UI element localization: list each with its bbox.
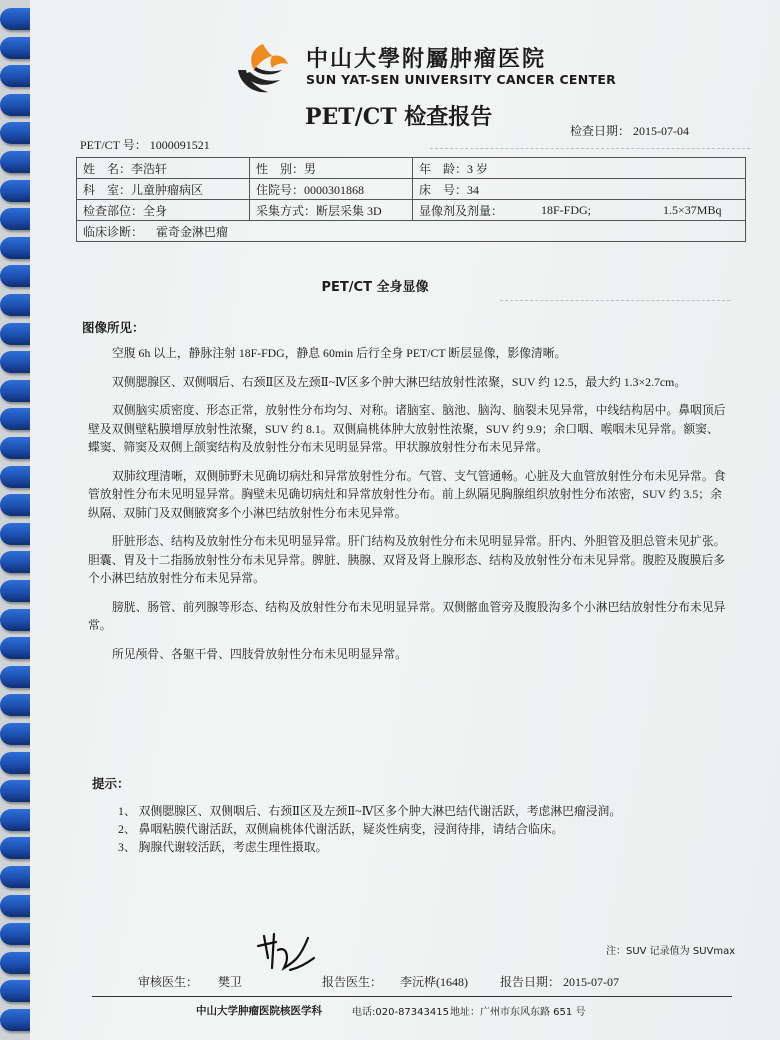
reviewer-label: 审核医生：	[138, 975, 199, 989]
bed-number: 床 号：34	[413, 179, 746, 200]
handwritten-signature	[250, 928, 320, 988]
hospital-name-cn: 中山大學附屬肿瘤医院	[306, 46, 547, 72]
tips-list	[118, 802, 621, 856]
tracer-dose: 1.5×37MBq	[657, 200, 746, 221]
finding-paragraph: 双肺纹理清晰，双侧肺野未见确切病灶和异常放射性分布。气管、支气管通畅。心脏及大血管放射性分布未见异常。食管放射性分布未见明显异常。胸壁未见确切病灶和异常放射性分布。前上纵隔见胸腺组织放射性分布浓密，SUV 约 3.5；余纵隔、双肺门及双侧腋窝多个小淋巴结放射性分布未见异常。	[88, 468, 726, 520]
section-title: PET/CT 全身显像	[321, 280, 429, 295]
reviewer-name: 樊卫	[218, 975, 243, 989]
report-title: PET/CT 检查报告	[305, 104, 493, 130]
footer-department: 中山大学肿瘤医院核医学科	[196, 1005, 322, 1017]
finding-paragraph: 双侧脑实质密度、形态正常，放射性分布均匀、对称。诸脑室、脑池、脑沟、脑裂未见异常，中线结构居中。鼻咽顶后壁及双侧壁粘膜增厚放射性浓聚，SUV 约 8.1。双侧扁桃体肿大放射性浓聚，SUV 约 9.9；余口咽、喉咽未见异常。额窦、蝶窦、筛窦及双侧上颌窦结构及放射性分布未见明显异常。甲状腺放射性分布未见异常。	[88, 403, 726, 454]
suv-note: 注：SUV 记录值为 SUVmax	[606, 946, 736, 957]
pet-ct-number: PET/CT 号： 1000091521	[80, 138, 210, 152]
diagnosis-label: 临床诊断：	[83, 224, 144, 239]
patient-age: 年 龄：3 岁	[413, 158, 746, 179]
finding-paragraph: 膀胱、肠管、前列腺等形态、结构及放射性分布未见明显异常。双侧髂血管旁及腹股沟多个小淋巴结放射性分布未见异常。	[88, 599, 726, 632]
info-row	[77, 179, 746, 200]
report-date: 报告日期： 2015-07-07	[500, 975, 619, 989]
finding-paragraph: 双侧腮腺区、双侧咽后、右颈Ⅱ区及左颈Ⅱ~Ⅳ区多个肿大淋巴结放射性浓聚，SUV 约 12.5，最大约 1.3×2.7cm。	[112, 374, 687, 389]
tip-item: 1、 双侧腮腺区、双侧咽后、右颈Ⅱ区及左颈Ⅱ~Ⅳ区多个肿大淋巴结代谢活跃，考虑淋巴瘤浸润。	[118, 804, 622, 818]
tips-heading: 提示：	[92, 776, 130, 791]
info-row	[77, 200, 746, 221]
reporter-name: 李沅桦(1648)	[400, 975, 468, 989]
tracer-label: 显像剂及剂量：	[413, 200, 536, 221]
acquisition-method: 采集方式：断层采集 3D	[250, 200, 413, 221]
finding-paragraph: 所见颅骨、各躯干骨、四肢骨放射性分布未见明显异常。	[112, 646, 407, 661]
tip-item: 3、 胸腺代谢较活跃，考虑生理性摄取。	[118, 840, 328, 854]
footer-phone: 电话:020-87343415	[352, 1007, 449, 1018]
finding-paragraph: 空腹 6h 以上，静脉注射 18F-FDG，静息 60min 后行全身 PET/CT 断层显像，影像清晰。	[112, 346, 567, 360]
tip-item: 2、 鼻咽粘膜代谢活跃，双侧扁桃体代谢活跃，疑炎性病变，浸润待排，请结合临床。	[118, 822, 564, 836]
finding-paragraph: 肝脏形态、结构及放射性分布未见明显异常。肝门结构及放射性分布未见明显异常。肝内、外胆管及胆总管未见扩张。胆囊、胃及十二指肠放射性分布未见异常。脾脏、胰腺、双肾及肾上腺形态、结构及放射性分布未见异常。腹腔及腹膜后多个小淋巴结放射性分布未见异常。	[88, 534, 726, 585]
exam-site: 检查部位：全身	[77, 200, 250, 221]
findings-body	[88, 344, 728, 673]
clinical-diagnosis	[77, 221, 746, 242]
department: 科 室：儿童肿瘤病区	[77, 179, 250, 200]
findings-heading: 图像所见：	[82, 320, 145, 335]
diagnosis-value: 霍奇金淋巴瘤	[156, 224, 229, 239]
hospital-name-en: SUN YAT-SEN UNIVERSITY CANCER CENTER	[306, 72, 617, 87]
patient-info-table	[76, 157, 746, 242]
reporter-label: 报告医生：	[322, 975, 383, 989]
footer-address: 地址：广州市东风东路 651 号	[450, 1007, 586, 1018]
info-row	[77, 221, 746, 242]
patient-sex: 性 别：男	[250, 158, 413, 179]
inpatient-number: 住院号：0000301868	[250, 179, 413, 200]
patient-name: 姓 名：李浩轩	[77, 158, 250, 179]
hospital-logo-icon	[232, 40, 294, 96]
tracer-name: 18F-FDG;	[535, 200, 657, 221]
exam-date: 检查日期： 2015-07-04	[570, 124, 689, 138]
footer-divider	[92, 996, 732, 997]
info-row	[77, 158, 746, 179]
